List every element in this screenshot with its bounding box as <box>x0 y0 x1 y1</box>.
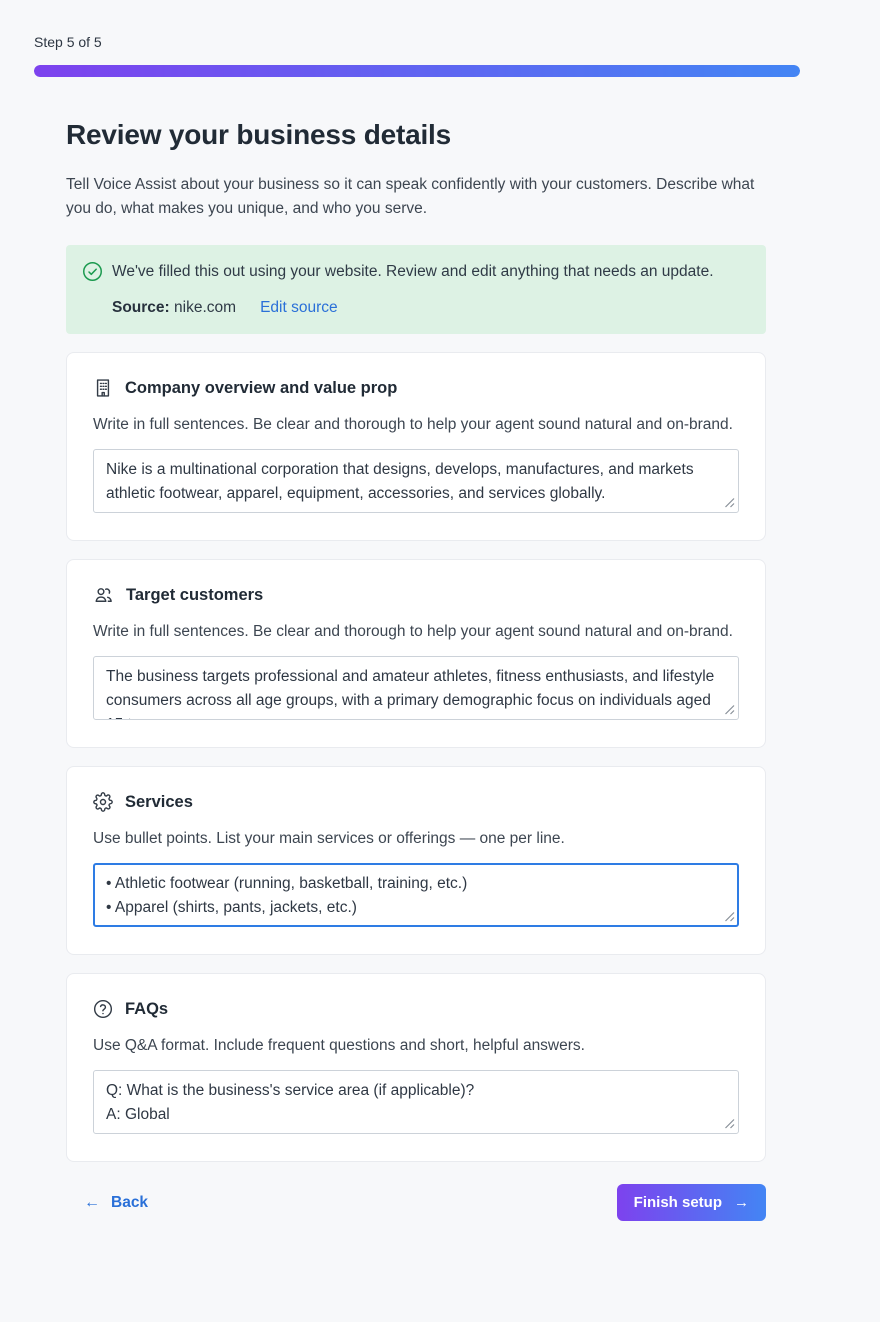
building-icon <box>93 378 113 398</box>
services-textarea[interactable] <box>93 863 739 927</box>
company-overview-textarea[interactable] <box>93 449 739 513</box>
section-hint-services: Use bullet points. List your main services or offerings — one per line. <box>93 830 565 847</box>
section-card-company-overview <box>66 352 766 541</box>
target-customers-textarea[interactable] <box>93 656 739 720</box>
source-value: nike.com <box>174 299 237 316</box>
main-content <box>66 119 766 1221</box>
section-title-services: Services <box>125 792 193 811</box>
page-description: Tell Voice Assist about your business so it can speak confidently with your customers. Describe what you do, what makes you unique, and who you serve. <box>66 176 755 217</box>
edit-source-link[interactable]: Edit source <box>260 299 338 316</box>
step-indicator: Step 5 of 5 <box>34 34 102 50</box>
back-button-label: Back <box>111 1193 149 1211</box>
left-arrow-icon: ← <box>84 1193 100 1211</box>
source-text <box>112 297 236 318</box>
faqs-textarea[interactable] <box>93 1070 739 1134</box>
finish-setup-button[interactable] <box>617 1184 766 1221</box>
right-arrow-icon: → <box>734 1194 749 1211</box>
section-card-faqs <box>66 973 766 1162</box>
section-hint-target-customers: Write in full sentences. Be clear and thorough to help your agent sound natural and on-brand. <box>93 623 733 640</box>
users-icon <box>93 585 114 605</box>
autofill-success-banner <box>66 245 766 334</box>
wizard-footer <box>66 1184 766 1221</box>
section-card-target-customers <box>66 559 766 748</box>
section-hint-company-overview: Write in full sentences. Be clear and thorough to help your agent sound natural and on-brand. <box>93 416 733 433</box>
back-button[interactable] <box>84 1194 148 1212</box>
section-title-faqs: FAQs <box>125 999 169 1018</box>
banner-message: We've filled this out using your website. Review and edit anything that needs an update. <box>112 263 714 280</box>
progress-bar-fill <box>34 65 800 77</box>
section-hint-faqs: Use Q&A format. Include frequent questions and short, helpful answers. <box>93 1037 585 1054</box>
check-circle-icon <box>82 261 103 288</box>
progress-bar <box>34 65 800 77</box>
question-icon <box>93 999 113 1019</box>
gear-icon <box>93 792 113 812</box>
section-card-services <box>66 766 766 955</box>
section-title-target-customers: Target customers <box>126 585 264 604</box>
finish-setup-label: Finish setup <box>633 1194 722 1211</box>
source-label: Source: <box>112 299 170 316</box>
section-title-company-overview: Company overview and value prop <box>125 378 398 397</box>
page-title: Review your business details <box>66 119 451 150</box>
